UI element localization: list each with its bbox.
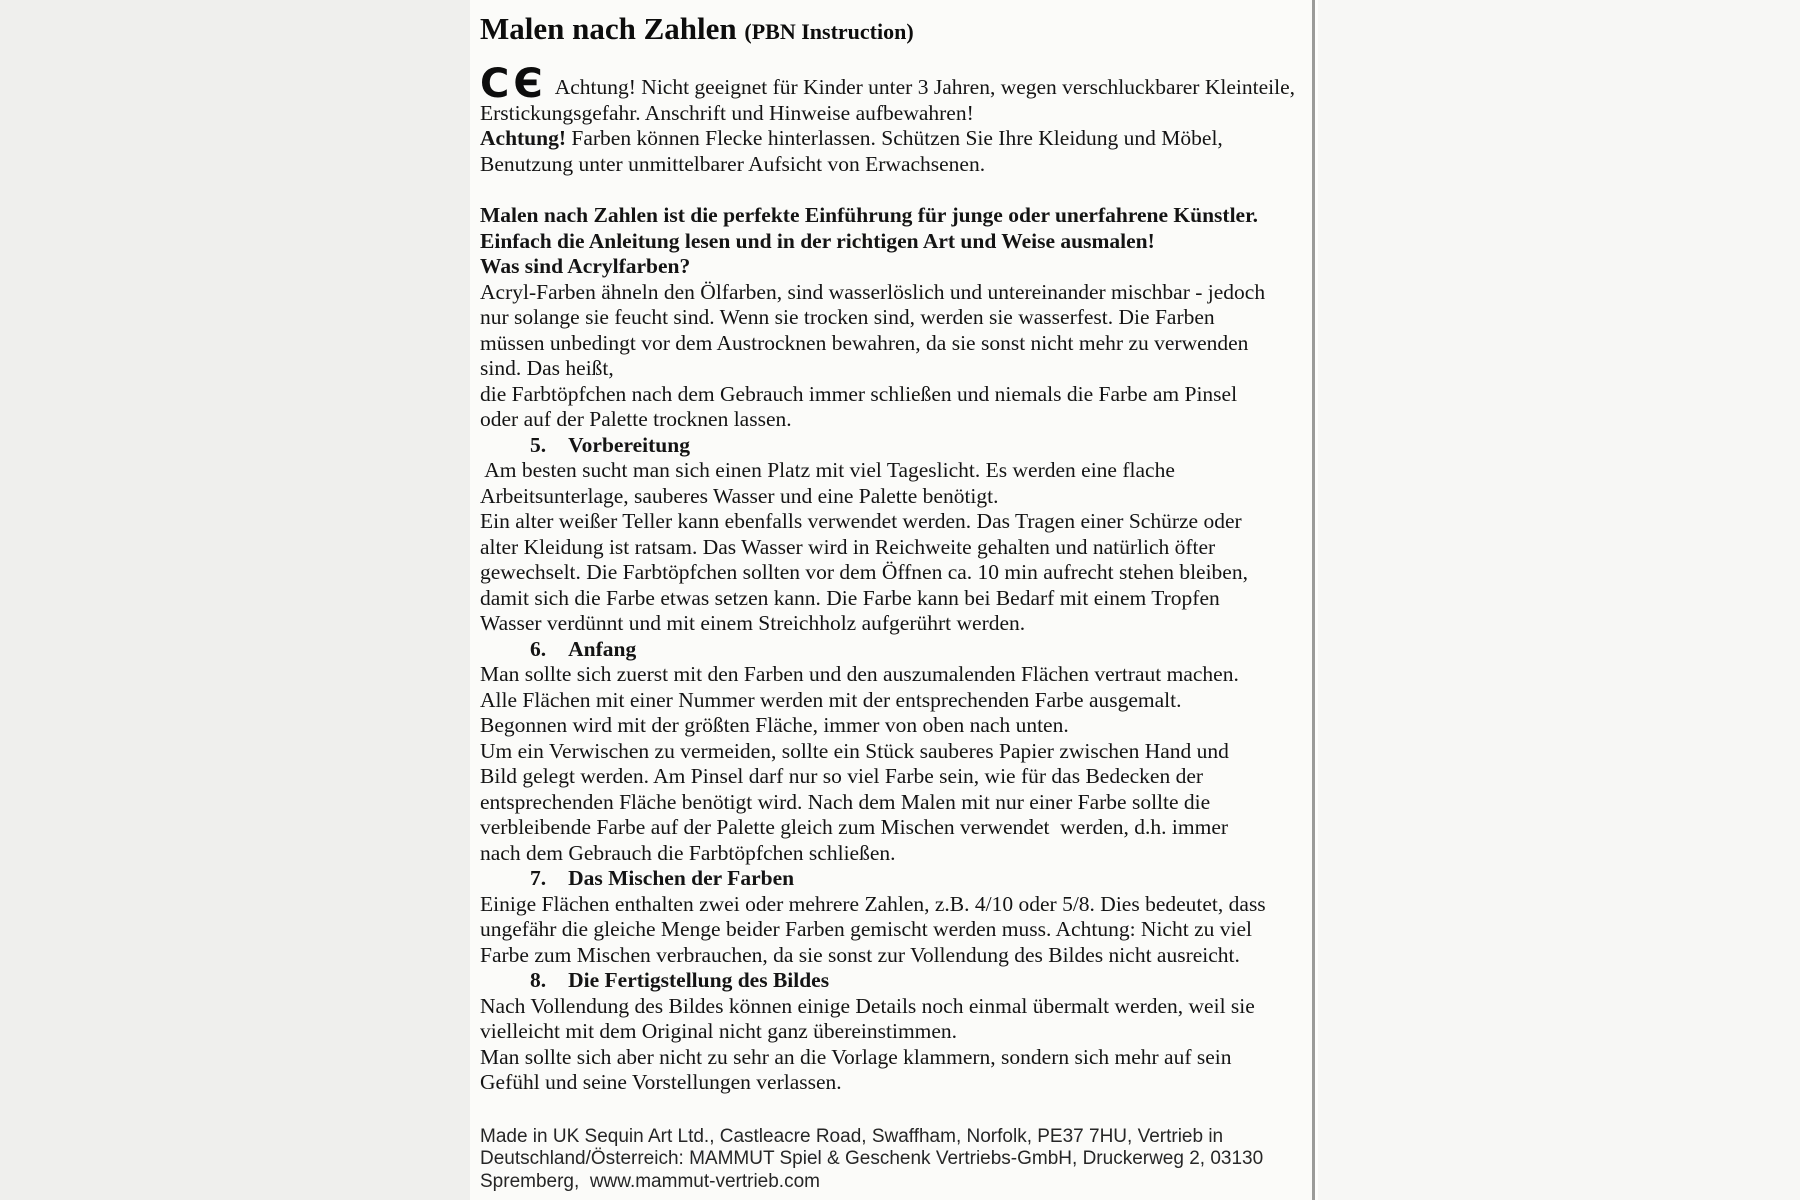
- body-line: Einige Flächen enthalten zwei oder mehrere Zahlen, z.B. 4/10 oder 5/8. Dies bedeutet, dass: [480, 891, 1266, 916]
- body-line: Am besten sucht man sich einen Platz mit viel Tageslicht. Es werden eine flache: [480, 458, 1175, 482]
- footer-line: Made in UK Sequin Art Ltd., Castleacre Road, Swaffham, Norfolk, PE37 7HU, Vertrieb in: [480, 1125, 1224, 1147]
- section-number: 7.: [530, 866, 547, 890]
- body-line: Wasser verdünnt und mit einem Streichholz aufgerührt werden.: [480, 611, 1026, 635]
- stain-warning-text: Farben können Flecke hinterlassen. Schützen Sie Ihre Kleidung und Möbel,: [566, 126, 1223, 150]
- body-line: sind. Das heißt,: [480, 356, 614, 380]
- manufacturer-footer: [480, 1126, 1292, 1194]
- section-title: Die Fertigstellung des Bildes: [568, 968, 830, 992]
- section-title: Anfang: [568, 636, 637, 661]
- body-line: Acryl-Farben ähneln den Ölfarben, sind wasserlöslich und untereinander mischbar - jedoch: [480, 279, 1266, 304]
- body-line: Gefühl und seine Vorstellungen verlassen.: [480, 1070, 842, 1094]
- safety-warning-paragraph: [480, 61, 1295, 177]
- title-main: Malen nach Zahlen: [480, 11, 745, 46]
- body-line: entsprechenden Fläche benötigt wird. Nach dem Malen mit nur einer Farbe sollte die: [480, 789, 1211, 814]
- section-number: 6.: [530, 636, 547, 661]
- footer-line: Spremberg, www.mammut-vertrieb.com: [480, 1170, 820, 1192]
- title-suffix: (PBN Instruction): [744, 19, 914, 44]
- footer-line: Deutschland/Österreich: MAMMUT Spiel & Geschenk Vertriebs-GmbH, Druckerweg 2, 03130: [480, 1148, 1264, 1169]
- body-line: alter Kleidung ist ratsam. Das Wasser wird in Reichweite gehalten und natürlich öfter: [480, 534, 1216, 559]
- body-line: oder auf der Palette trocknen lassen.: [480, 407, 792, 431]
- body-line: nur solange sie feucht sind. Wenn sie trocken sind, werden sie wasserfest. Die Farben: [480, 305, 1215, 329]
- body-line: Bild gelegt werden. Am Pinsel darf nur so viel Farbe sein, wie für das Bedecken der: [480, 764, 1204, 788]
- start-paragraph: [480, 662, 1292, 866]
- page-content: [470, 0, 1312, 1193]
- section-heading-preparation: [480, 433, 1292, 459]
- body-line: Nach Vollendung des Bildes können einige Details noch einmal übermalt werden, weil sie: [480, 993, 1255, 1018]
- body-line: die Farbtöpfchen nach dem Gebrauch immer schließen und niemals die Farbe am Pinsel: [480, 381, 1238, 406]
- section-heading-start: [480, 637, 1292, 663]
- scan-margin-right: [1318, 0, 1800, 1200]
- body-line: Farbe zum Mischen verbrauchen, da sie sonst zur Vollendung des Bildes nicht ausreicht.: [480, 942, 1240, 967]
- body-line: Um ein Verwischen zu vermeiden, sollte ein Stück sauberes Papier zwischen Hand und: [480, 738, 1229, 763]
- body-line: Man sollte sich aber nicht zu sehr an die Vorlage klammern, sondern sich mehr auf sein: [480, 1044, 1232, 1069]
- section-heading-finishing: [480, 968, 1292, 994]
- section-number: 8.: [530, 968, 547, 992]
- stain-warning-bold: Achtung!: [480, 126, 567, 150]
- safety-text: Benutzung unter unmittelbarer Aufsicht von Erwachsenen.: [480, 151, 986, 176]
- page-title: [480, 10, 1292, 51]
- instruction-sheet-page: [470, 0, 1315, 1200]
- intro-line: Malen nach Zahlen ist die perfekte Einführung für junge oder unerfahrene Künstler.: [480, 203, 1259, 227]
- body-line: Begonnen wird mit der größten Fläche, immer von oben nach unten.: [480, 713, 1069, 737]
- safety-text: Erstickungsgefahr. Anschrift und Hinweise aufbewahren!: [480, 100, 974, 125]
- section-title: Vorbereitung: [568, 432, 690, 457]
- acrylic-question-heading: Was sind Acrylfarben?: [480, 254, 691, 278]
- finishing-paragraph: [480, 994, 1292, 1096]
- ce-warning-line: [480, 61, 1295, 107]
- scan-margin-left: [0, 0, 470, 1200]
- preparation-paragraph: [480, 458, 1292, 637]
- ce-certification-mark-icon: CЄ: [480, 61, 547, 107]
- section-number: 5.: [530, 432, 547, 457]
- mixing-paragraph: [480, 892, 1292, 969]
- acrylic-paint-paragraph: [480, 280, 1292, 433]
- safety-text: Achtung! Nicht geeignet für Kinder unter 3 Jahren, wegen verschluckbarer Kleinteile,: [554, 75, 1295, 99]
- stain-warning-line: [480, 126, 1292, 152]
- body-line: Ein alter weißer Teller kann ebenfalls verwendet werden. Das Tragen einer Schürze oder: [480, 509, 1242, 533]
- body-line: Man sollte sich zuerst mit den Farben und den auszumalenden Flächen vertraut machen.: [480, 662, 1239, 686]
- body-line: verbleibende Farbe auf der Palette gleich zum Mischen verwendet werden, d.h. immer: [480, 815, 1229, 839]
- body-line: gewechselt. Die Farbtöpfchen sollten vor dem Öffnen ca. 10 min aufrecht stehen bleiben,: [480, 560, 1248, 584]
- section-title: Das Mischen der Farben: [568, 866, 795, 890]
- intro-line: Einfach die Anleitung lesen und in der richtigen Art und Weise ausmalen!: [480, 228, 1155, 253]
- body-line: müssen unbedingt vor dem Austrocknen bewahren, da sie sonst nicht mehr zu verwenden: [480, 330, 1249, 355]
- intro-paragraph: [480, 203, 1292, 280]
- body-line: damit sich die Farbe etwas setzen kann. Die Farbe kann bei Bedarf mit einem Tropfen: [480, 585, 1220, 610]
- body-line: ungefähr die gleiche Menge beider Farben gemischt werden muss. Achtung: Nicht zu viel: [480, 917, 1252, 941]
- body-line: Arbeitsunterlage, sauberes Wasser und eine Palette benötigt.: [480, 483, 999, 508]
- body-line: nach dem Gebrauch die Farbtöpfchen schließen.: [480, 840, 896, 865]
- body-line: Alle Flächen mit einer Nummer werden mit der entsprechenden Farbe ausgemalt.: [480, 687, 1182, 712]
- body-line: vielleicht mit dem Original nicht ganz übereinstimmen.: [480, 1019, 958, 1043]
- section-heading-mixing: [480, 866, 1292, 892]
